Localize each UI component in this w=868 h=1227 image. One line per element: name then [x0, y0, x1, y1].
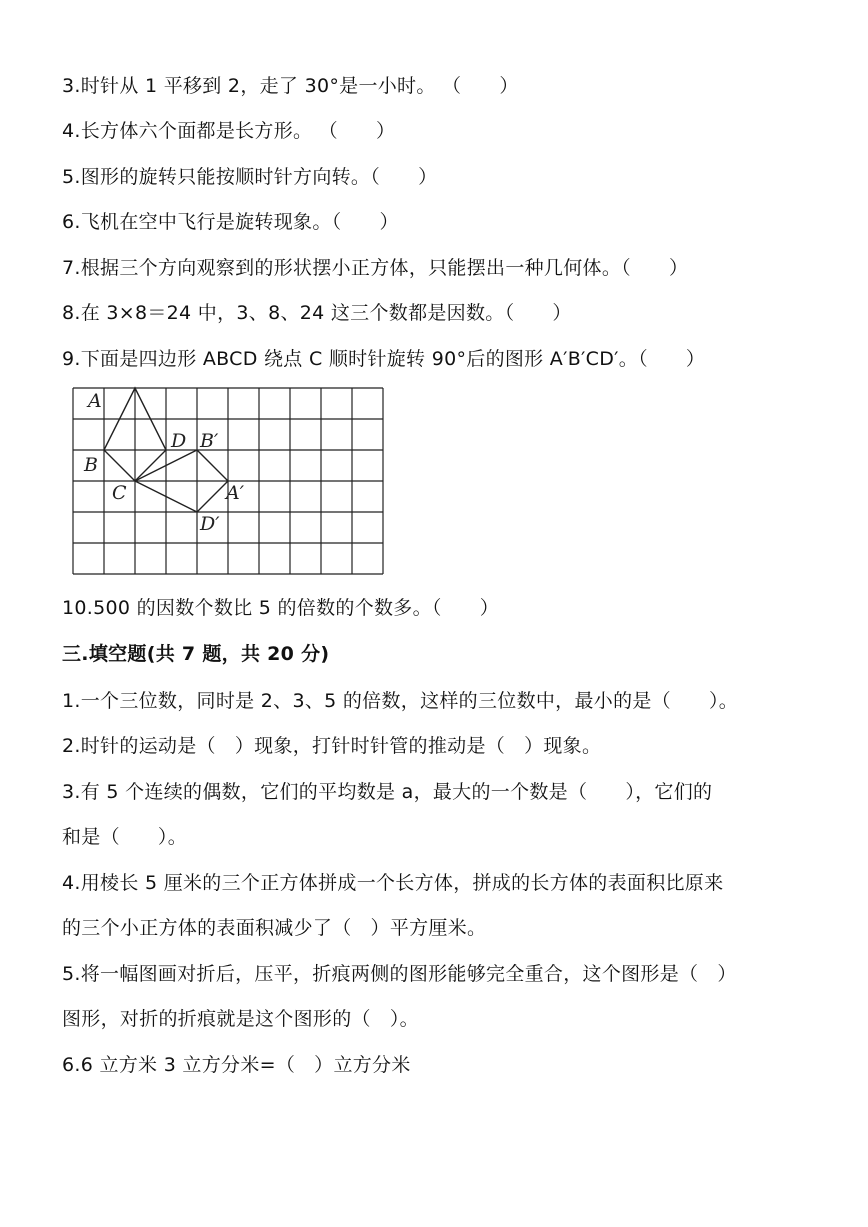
judgement-item: 6.飞机在空中飞行是旋转现象。（ ） — [62, 211, 399, 233]
label-d-prime: D′ — [200, 513, 220, 535]
fill-in-line: 1.一个三位数，同时是 2、3、5 的倍数，这样的三位数中，最小的是（ ）。 — [62, 690, 739, 712]
judgement-item: 9.下面是四边形 ABCD 绕点 C 顺时针旋转 90°后的图形 A′B′CD′。（ ） — [62, 348, 706, 370]
fill-in-line: 4.用棱长 5 厘米的三个正方体拼成一个长方体，拼成的长方体的表面积比原来 — [62, 872, 724, 894]
section-heading: 三.填空题(共 7 题，共 20 分) — [62, 643, 330, 665]
fill-in-line: 和是（ ）。 — [62, 826, 188, 848]
judgement-item: 3.时针从 1 平移到 2，走了 30°是一小时。 （ ） — [62, 75, 519, 97]
fill-in-line: 6.6 立方米 3 立方分米=（ ）立方分米 — [62, 1054, 411, 1076]
label-a: A — [88, 390, 102, 412]
label-c: C — [112, 482, 127, 504]
judgement-item: 10.500 的因数个数比 5 的倍数的个数多。（ ） — [62, 597, 500, 619]
judgement-item: 8.在 3×8＝24 中，3、8、24 这三个数都是因数。（ ） — [62, 302, 572, 324]
fill-in-line: 5.将一幅图画对折后，压平，折痕两侧的图形能够完全重合，这个图形是（ ） — [62, 963, 737, 985]
judgement-item: 4.长方体六个面都是长方形。 （ ） — [62, 120, 396, 142]
fill-in-line: 的三个小正方体的表面积减少了（ ）平方厘米。 — [62, 917, 487, 939]
judgement-item: 7.根据三个方向观察到的形状摆小正方体，只能摆出一种几何体。（ ） — [62, 257, 689, 279]
label-a-prime: A′ — [226, 482, 245, 504]
label-b-prime: B′ — [200, 430, 219, 452]
fill-in-line: 图形，对折的折痕就是这个图形的（ ）。 — [62, 1008, 419, 1030]
fill-in-line: 3.有 5 个连续的偶数，它们的平均数是 a，最大的一个数是（ ），它们的 — [62, 781, 713, 803]
label-d: D — [171, 430, 187, 452]
label-b: B — [84, 454, 98, 476]
judgement-item: 5.图形的旋转只能按顺时针方向转。（ ） — [62, 166, 438, 188]
rotation-grid-figure — [70, 385, 386, 577]
fill-in-line: 2.时针的运动是（ ）现象，打针时针管的推动是（ ）现象。 — [62, 735, 602, 757]
